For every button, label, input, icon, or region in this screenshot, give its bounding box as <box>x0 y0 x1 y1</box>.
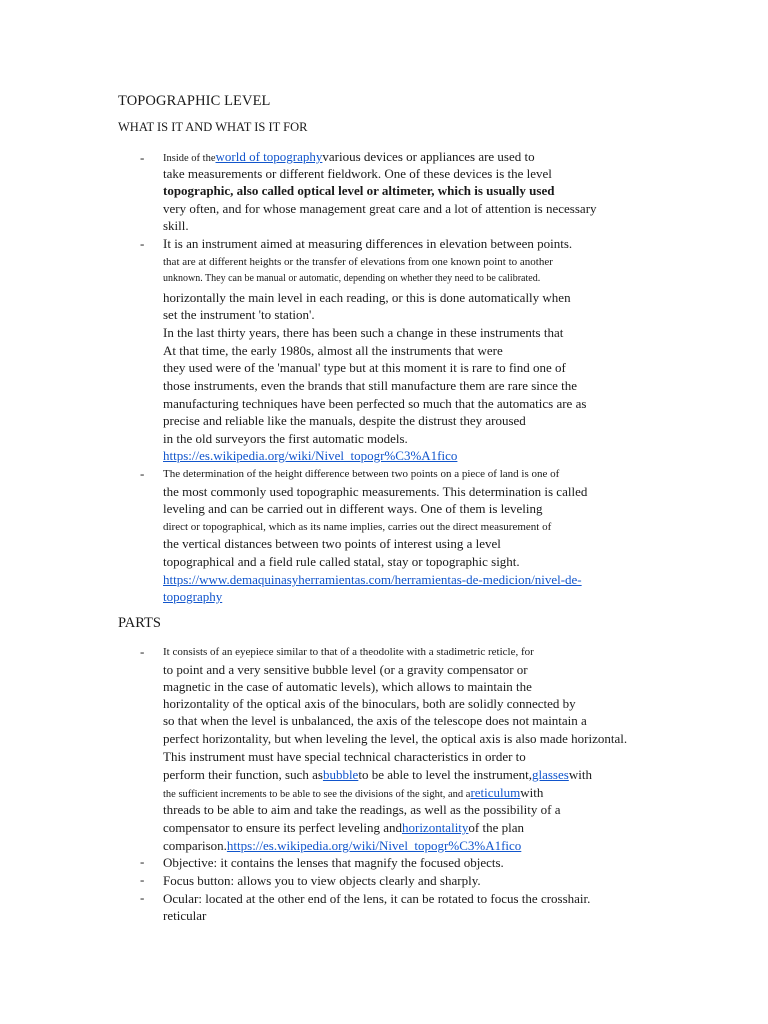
glasses-link[interactable]: glasses <box>531 767 569 782</box>
paragraph-line <box>163 819 524 836</box>
text-run: to be able to level the instrument, <box>358 767 532 782</box>
text-run: with <box>568 767 592 782</box>
text-run: Inside of the <box>163 153 216 164</box>
focus-button-item: Focus button: allows you to view objects clearly and sharply. <box>163 873 481 888</box>
paragraph-line: This instrument must have special technical characteristics in order to <box>163 749 526 764</box>
text-run: of the plan <box>468 820 525 835</box>
paragraph-line <box>163 766 592 783</box>
paragraph-line: The determination of the height difference between two points on a piece of land is one of <box>163 468 560 480</box>
text-run: compensator to ensure its perfect leveling and <box>163 820 402 835</box>
world-of-topography-link[interactable]: world of topography <box>215 149 323 164</box>
paragraph-line: those instruments, even the brands that still manufacture them are rare since the <box>163 378 578 393</box>
paragraph-line: horizontally the main level in each reading, or this is done automatically when <box>163 290 571 305</box>
document-title: TOPOGRAPHIC LEVEL <box>118 93 271 109</box>
paragraph-line: the vertical distances between two points of interest using a level <box>163 536 501 551</box>
bullet-marker: - <box>140 150 145 165</box>
paragraph-line: manufacturing techniques have been perfected so much that the automatics are as <box>163 396 587 411</box>
bubble-link[interactable]: bubble <box>322 767 359 782</box>
paragraph-line: unknown. They can be manual or automatic, depending on whether they need to be calibrated. <box>163 273 541 284</box>
objective-item: Objective: it contains the lenses that magnify the focused objects. <box>163 855 504 870</box>
paragraph-line <box>163 837 521 854</box>
paragraph-line: they used were of the 'manual' type but at this moment it is rare to find one of <box>163 360 566 375</box>
paragraph-line: It consists of an eyepiece similar to that of a theodolite with a stadimetric reticle, for <box>163 646 534 658</box>
horizontality-link[interactable]: horizontality <box>401 820 469 835</box>
paragraph-line-bold: topographic, also called optical level or altimeter, which is usually used <box>163 183 555 198</box>
paragraph-line: direct or topographical, which as its name implies, carries out the direct measurement of <box>163 521 552 533</box>
bullet-marker: - <box>140 872 145 887</box>
ocular-item: Ocular: located at the other end of the lens, it can be rotated to focus the crosshair. <box>163 891 591 906</box>
demaquinas-link-continued[interactable]: topography <box>163 589 223 604</box>
paragraph-line: take measurements or different fieldwork. One of these devices is the level <box>163 166 552 181</box>
wikipedia-link[interactable]: https://es.wikipedia.org/wiki/Nivel_topogr%C3%A1fico <box>226 838 522 853</box>
section-subtitle: WHAT IS IT AND WHAT IS IT FOR <box>118 120 308 134</box>
paragraph-line: very often, and for whose management great care and a lot of attention is necessary <box>163 201 597 216</box>
paragraph-line: set the instrument 'to station'. <box>163 307 315 322</box>
bullet-marker: - <box>140 890 145 905</box>
paragraph-line: At that time, the early 1980s, almost all the instruments that were <box>163 343 503 358</box>
paragraph-line: magnetic in the case of automatic levels), which allows to maintain the <box>163 679 532 694</box>
paragraph-line: the most commonly used topographic measurements. This determination is called <box>163 484 588 499</box>
text-run: with <box>520 785 544 800</box>
paragraph-line: reticular <box>163 908 207 923</box>
paragraph-line: threads to be able to aim and take the readings, as well as the possibility of a <box>163 802 561 817</box>
bullet-marker: - <box>140 854 145 869</box>
wikipedia-link[interactable]: https://es.wikipedia.org/wiki/Nivel_topogr%C3%A1fico <box>163 448 458 463</box>
paragraph-line: so that when the level is unbalanced, the axis of the telescope does not maintain a <box>163 713 587 728</box>
paragraph-line: leveling and can be carried out in different ways. One of them is leveling <box>163 501 543 516</box>
paragraph-line: skill. <box>163 218 189 233</box>
paragraph-line: horizontality of the optical axis of the binoculars, both are solidly connected by <box>163 696 576 711</box>
bullet-marker: - <box>140 644 145 659</box>
text-run: comparison. <box>163 838 227 853</box>
paragraph-line: in the old surveyors the first automatic models. <box>163 431 408 446</box>
paragraph-line: to point and a very sensitive bubble level (or a gravity compensator or <box>163 662 528 677</box>
paragraph-line: In the last thirty years, there has been such a change in these instruments that <box>163 325 564 340</box>
demaquinas-link[interactable]: https://www.demaquinasyherramientas.com/herramientas-de-medicion/nivel-de- <box>163 572 582 587</box>
text-run: the sufficient increments to be able to see the divisions of the sight, and a <box>163 789 471 800</box>
text-run: perform their function, such as <box>163 767 323 782</box>
paragraph-line: perfect horizontality, but when leveling the level, the optical axis is also made horizontal. <box>163 731 628 746</box>
paragraph-line: precise and reliable like the manuals, despite the distrust they aroused <box>163 413 526 428</box>
text-run: various devices or appliances are used to <box>322 149 535 164</box>
paragraph-line: that are at different heights or the transfer of elevations from one known point to another <box>163 256 553 268</box>
bullet-marker: - <box>140 236 145 251</box>
reticulum-link[interactable]: reticulum <box>470 785 521 800</box>
paragraph-line: It is an instrument aimed at measuring differences in elevation between points. <box>163 236 573 251</box>
paragraph-line: topographical and a field rule called statal, stay or topographic sight. <box>163 554 520 569</box>
bullet-marker: - <box>140 466 145 481</box>
parts-heading: PARTS <box>118 615 161 631</box>
